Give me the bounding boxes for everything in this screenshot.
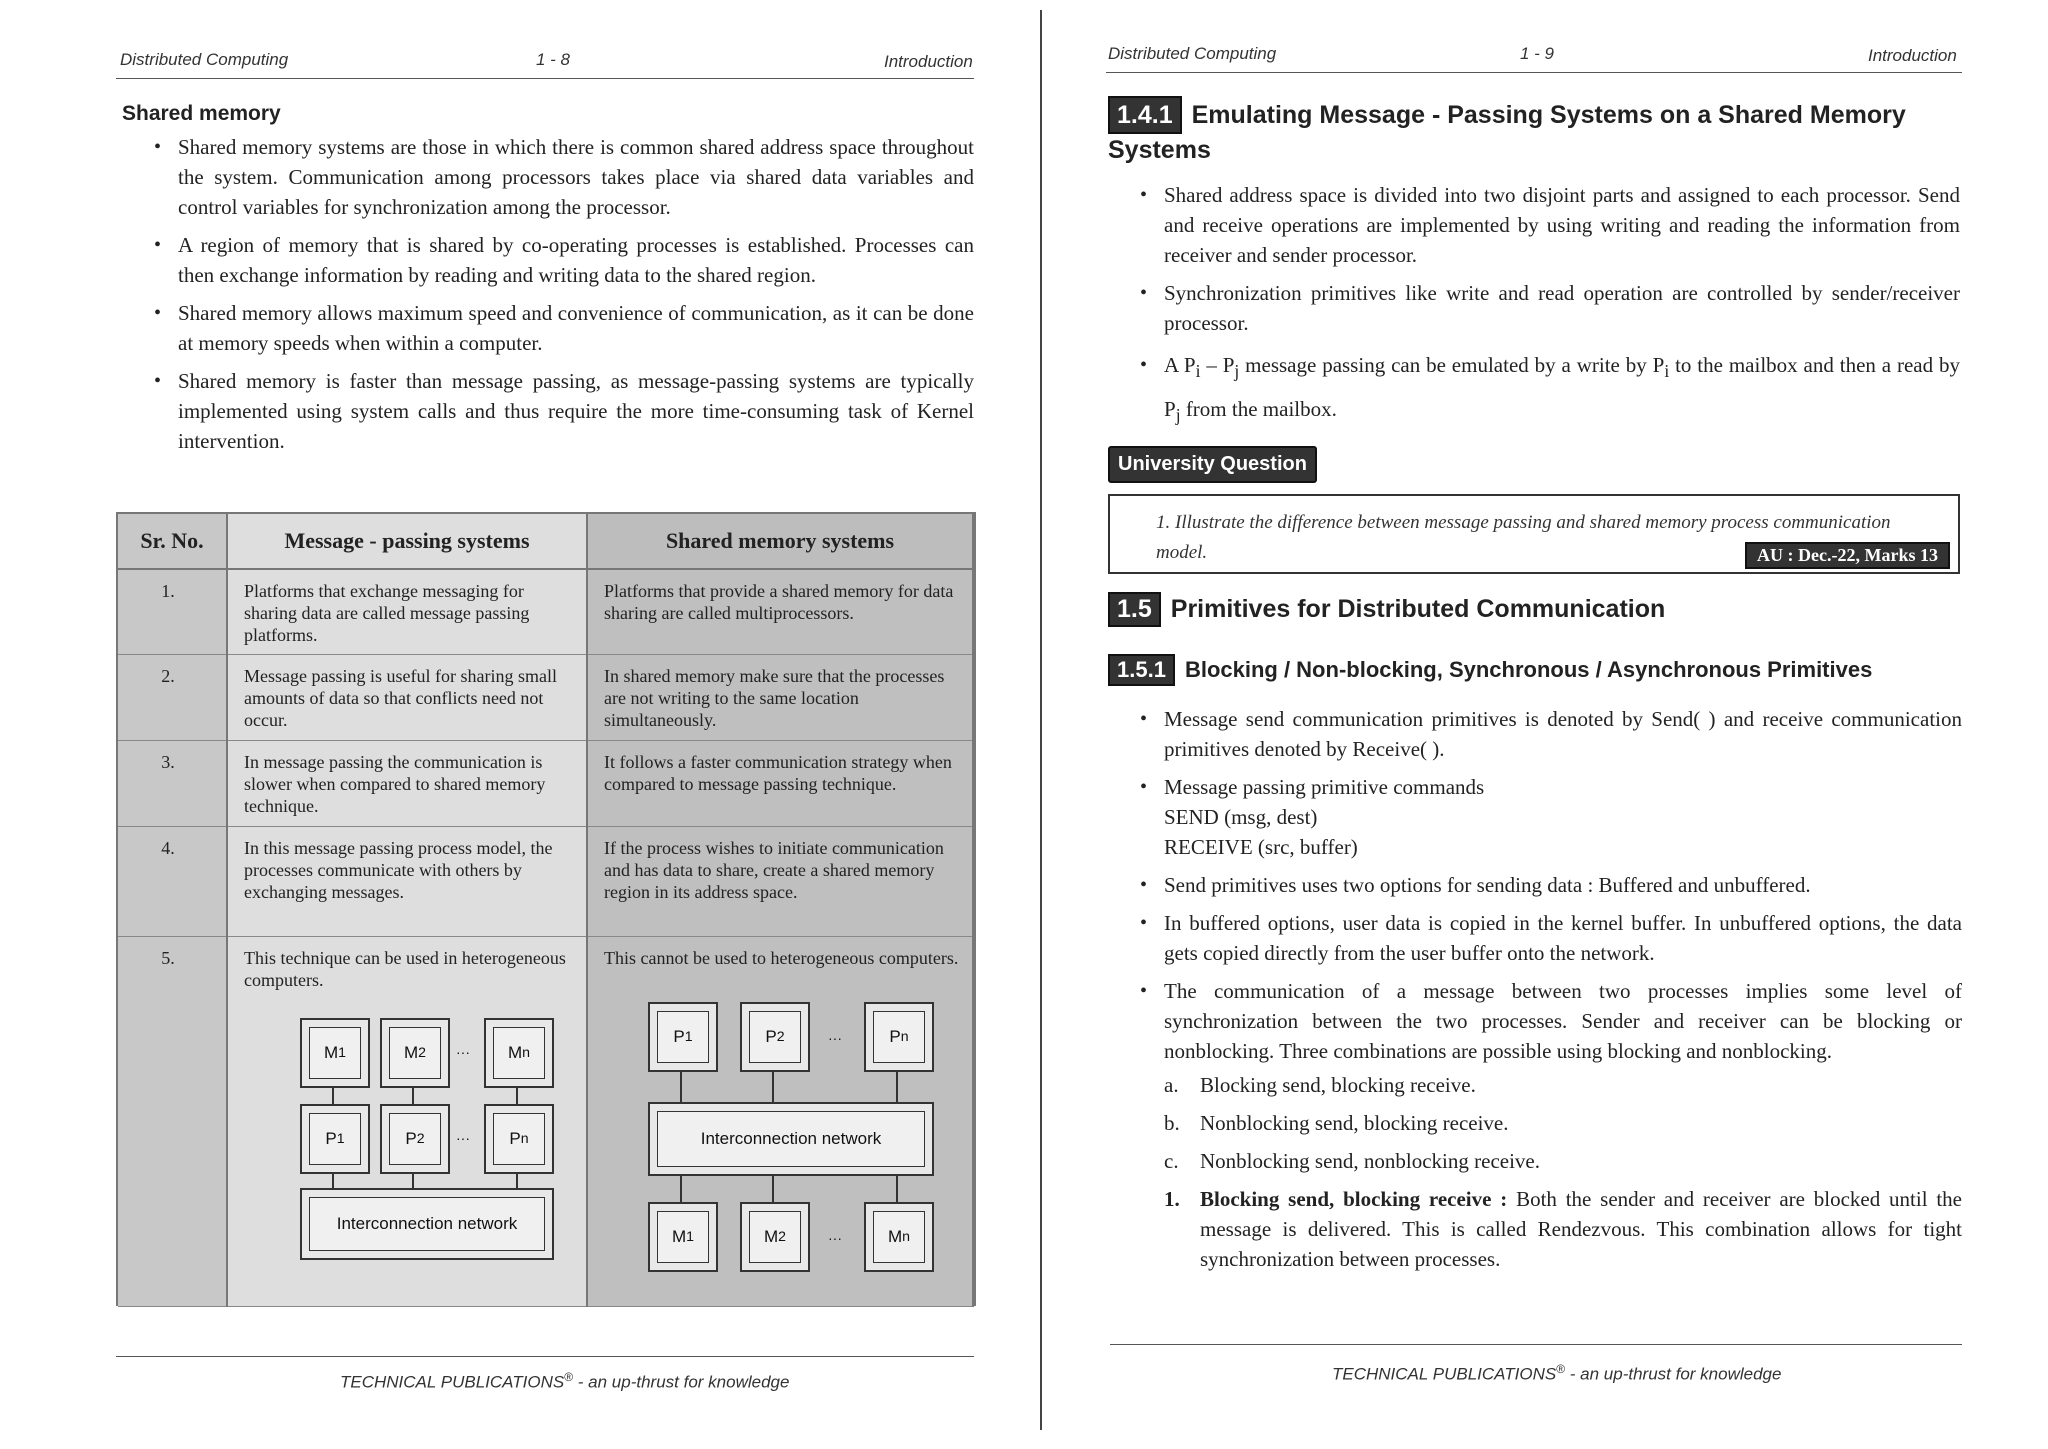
row-number: 3. — [118, 741, 227, 827]
shared-memory-cell: Platforms that provide a shared memory for data sharing are called multiprocessors. — [587, 569, 973, 655]
shared-memory-cell: If the process wishes to initiate communication and has data to share, create a shared memory region in its address space. — [587, 827, 973, 937]
ellipsis: ··· — [828, 1030, 842, 1046]
right-header-chapter: Introduction — [1868, 46, 1957, 65]
ellipsis: ··· — [456, 1130, 470, 1146]
processor-1: P 1 — [648, 1002, 718, 1072]
memory-module-2: M 2 — [740, 1202, 810, 1272]
list-item: c. Nonblocking send, nonblocking receive. — [1164, 1149, 1540, 1173]
shared-memory-cell: This cannot be used to heterogeneous computers. — [587, 937, 973, 1307]
table-row — [118, 827, 973, 937]
link-line — [332, 1172, 334, 1188]
bullet-item: • Shared memory systems are those in which there is common shared address space throughout the system. Communication among processors takes place via shared data variables and control variables for synchronization among the processor. — [150, 132, 974, 222]
publisher-tagline: - an up-thrust for knowledge — [1569, 1364, 1782, 1384]
processor-n: P n — [864, 1002, 934, 1072]
link-line — [772, 1174, 774, 1202]
bullet-item: • Shared memory allows maximum speed and convenience of communication, as it can be done at memory speeds when within a computer. — [150, 298, 974, 358]
ellipsis: ··· — [828, 1230, 842, 1246]
comparison-table — [116, 512, 976, 1306]
message-passing-cell: This technique can be used in heterogeneous computers. — [227, 937, 587, 1307]
section-1-5-heading — [1108, 592, 1665, 627]
marks-badge: AU : Dec.-22, Marks 13 — [1745, 542, 1950, 569]
link-line — [332, 1086, 334, 1104]
right-header-rule — [1106, 72, 1962, 73]
row-number: 1. — [118, 569, 227, 655]
left-footer-rule — [116, 1356, 974, 1357]
section-1-5-1-bullets — [1136, 704, 1962, 1282]
left-header-rule — [116, 78, 974, 79]
shared-memory-heading: Shared memory — [122, 102, 281, 125]
page-gutter — [1040, 10, 1042, 1430]
link-line — [412, 1172, 414, 1188]
left-footer — [340, 1370, 789, 1393]
combination-options — [1164, 1070, 1962, 1176]
receive-command: RECEIVE (src, buffer) — [1164, 835, 1358, 859]
left-header-page: 1 - 8 — [536, 50, 571, 69]
bullet-item: • Synchronization primitives like write and read operation are controlled by sender/receiver processor. — [1136, 278, 1960, 338]
table-header-row — [118, 514, 973, 569]
section-1-4-1-bullets — [1136, 180, 1960, 442]
bullet-item: • A region of memory that is shared by co-operating processes is established. Processes can then exchange information by reading and writing data to the shared region. — [150, 230, 974, 290]
link-line — [412, 1086, 414, 1104]
processor-2: P 2 — [380, 1104, 450, 1174]
send-command: SEND (msg, dest) — [1164, 805, 1318, 829]
memory-module-2: M 2 — [380, 1018, 450, 1088]
right-footer-rule — [1110, 1344, 1962, 1345]
row-number: 5. — [118, 937, 227, 1307]
link-line — [680, 1070, 682, 1102]
right-header-book: Distributed Computing — [1108, 44, 1277, 63]
bullet-item: • Message send communication primitives is denoted by Send( ) and receive communication primitives denoted by Receive( ). — [1136, 704, 1962, 764]
bullet-text: • The communication of a message between two processes implies some level of synchronization between the two processes. Sender and receiver can be blocking or nonblocking. Three combinations are possible using blocking and nonblocking. — [1164, 979, 1962, 1063]
shared-memory-bullets — [150, 132, 974, 464]
link-line — [680, 1174, 682, 1202]
bullet-item: • Shared address space is divided into two disjoint parts and assigned to each processor. Send and receive operations are implemented by using writing and reading the information from receiver and sender processor. — [1136, 180, 1960, 270]
bullet-item: • In buffered options, user data is copied in the kernel buffer. In unbuffered options, the data gets copied directly from the user buffer onto the network. — [1136, 908, 1962, 968]
row-number: 2. — [118, 655, 227, 741]
col-shared-memory: Shared memory systems — [587, 514, 973, 569]
section-number: 1.4.1 — [1108, 96, 1182, 134]
publisher-name: TECHNICAL PUBLICATIONS — [340, 1372, 565, 1392]
list-item: a. Blocking send, blocking receive. — [1164, 1073, 1476, 1097]
registered-mark: ® — [564, 1370, 574, 1384]
table-row — [118, 655, 973, 741]
right-footer — [1332, 1362, 1781, 1385]
link-line — [896, 1070, 898, 1102]
message-passing-cell: Message passing is useful for sharing small amounts of data so that conflicts need not occur. — [227, 655, 587, 741]
list-item: b. Nonblocking send, blocking receive. — [1164, 1111, 1509, 1135]
memory-module-n: M n — [484, 1018, 554, 1088]
interconnection-network: Interconnection network — [300, 1188, 554, 1260]
left-header-chapter: Introduction — [884, 52, 973, 71]
numbered-item-1: 1. Blocking send, blocking receive : Both the sender and receiver are blocked until the message is delivered. This is called Rendezvous. This combination allows for tight synchronization between processes. — [1164, 1187, 1963, 1271]
memory-module-n: M n — [864, 1202, 934, 1272]
section-1-5-1-heading — [1108, 654, 1872, 686]
table-row — [118, 569, 973, 655]
processor-2: P 2 — [740, 1002, 810, 1072]
bullet-item: • Send primitives uses two options for sending data : Buffered and unbuffered. — [1136, 870, 1962, 900]
row-number: 4. — [118, 827, 227, 937]
processor-1: P 1 — [300, 1104, 370, 1174]
left-header-book: Distributed Computing — [120, 50, 289, 69]
link-line — [516, 1172, 518, 1188]
publisher-tagline: - an up-thrust for knowledge — [577, 1372, 790, 1392]
col-sr-no: Sr. No. — [118, 514, 227, 569]
section-number: 1.5 — [1108, 592, 1161, 627]
section-number: 1.5.1 — [1108, 654, 1175, 686]
interconnection-network: Interconnection network — [648, 1102, 934, 1176]
col-message-passing: Message - passing systems — [227, 514, 587, 569]
bullet-item — [1136, 976, 1962, 1274]
section-1-4-1-heading — [1108, 96, 1958, 166]
message-passing-cell: Platforms that exchange messaging for sharing data are called message passing platforms. — [227, 569, 587, 655]
ellipsis: ··· — [456, 1044, 470, 1060]
link-line — [896, 1174, 898, 1202]
registered-mark: ® — [1556, 1362, 1566, 1376]
bullet-item: • Shared memory is faster than message passing, as message-passing systems are typically implemented using system calls and thus require the more time-consuming task of Kernel intervention. — [150, 366, 974, 456]
bullet-item — [1136, 772, 1962, 862]
table-row — [118, 741, 973, 827]
right-header-page: 1 - 9 — [1520, 44, 1555, 63]
university-question-badge: University Question — [1108, 446, 1317, 483]
university-question-text: 1. Illustrate the difference between message passing and shared memory process communication model. — [1156, 512, 1891, 563]
memory-module-1: M 1 — [648, 1202, 718, 1272]
section-title: Primitives for Distributed Communication — [1170, 595, 1666, 623]
message-passing-cell: In message passing the communication is slower when compared to shared memory technique. — [227, 741, 587, 827]
link-line — [516, 1086, 518, 1104]
university-question-box — [1108, 494, 1960, 574]
shared-memory-cell: It follows a faster communication strategy when compared to message passing technique. — [587, 741, 973, 827]
memory-module-1: M 1 — [300, 1018, 370, 1088]
shared-memory-cell: In shared memory make sure that the processes are not writing to the same location simultaneously. — [587, 655, 973, 741]
bullet-item: • A $P_i - P_j$ message passing can be emulated by a write by $P_i$ to the mailbox and then a read by $P_j$ from the mailbox. — [1136, 346, 1960, 434]
message-passing-cell: In this message passing process model, the processes communicate with others by exchanging messages. — [227, 827, 587, 937]
section-title: Emulating Message - Passing Systems on a Shared Memory Systems — [1108, 101, 1906, 164]
processor-n: P n — [484, 1104, 554, 1174]
publisher-name: TECHNICAL PUBLICATIONS — [1332, 1364, 1557, 1384]
section-title: Blocking / Non-blocking, Synchronous / Asynchronous Primitives — [1184, 657, 1873, 682]
primitive-commands-label: • Message passing primitive commands — [1164, 775, 1485, 799]
link-line — [772, 1070, 774, 1102]
